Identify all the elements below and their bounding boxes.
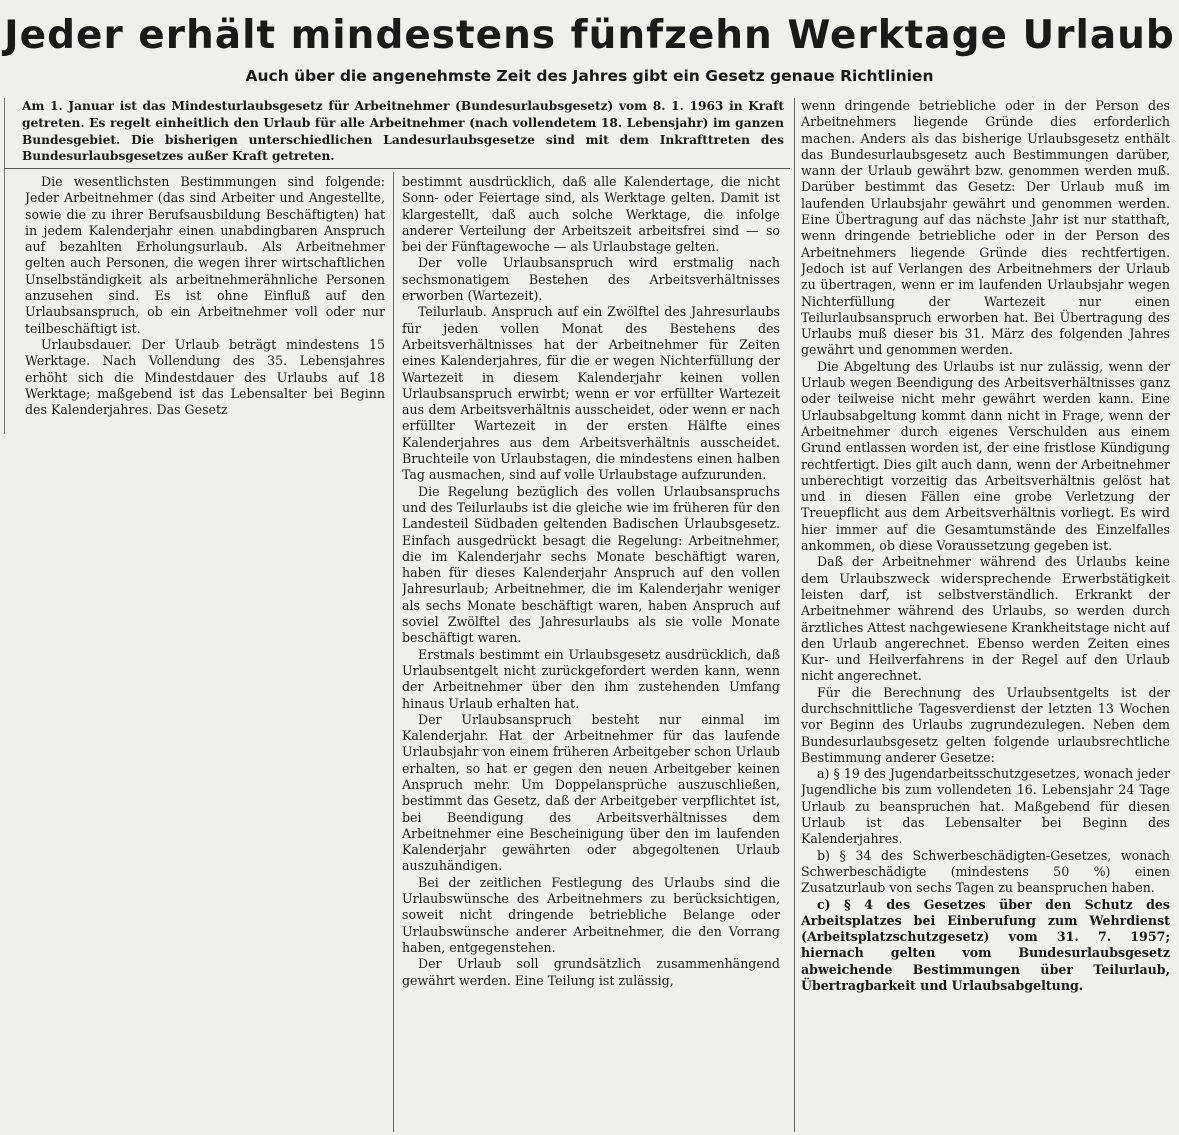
paragraph: Der volle Urlaubsanspruch wird erstmalig nach sechsmonatigem Bestehen des Arbeitsverhältnisses erworben (Wartezeit). xyxy=(402,255,780,304)
paragraph: Daß der Arbeitnehmer während des Urlaubs keine dem Urlaubszweck widersprechende Erwerbstätigkeit leisten darf, ist selbstverständlich. Erkrankt der Arbeitnehmer während des Urlaubs, so werden durch ärztliches Attest nachgewiesene Krankheitstage nicht auf den Urlaub angerechnet. Ebenso werden Zeiten eines Kur- und Heilverfahrens in der Regel auf den Urlaub nicht angerechnet. xyxy=(801,554,1170,684)
paragraph: Die wesentlichsten Bestimmungen sind folgende: Jeder Arbeitnehmer (das sind Arbeiter und Angestellte, sowie die zu ihrer Berufsausbildung Beschäftigten) hat in jedem Kalenderjahr einen unabdingbaren Anspruch auf bezahlten Erholungsurlaub. Als Arbeitnehmer gelten auch Personen, die wegen ihrer wirtschaftlichen Unselbständigkeit als arbeitnehmerähnliche Personen anzusehen sind. Es ist ohne Einfluß auf den Urlaubsanspruch, ob ein Arbeitnehmer voll oder nur teilbeschäftigt ist. xyxy=(25,174,385,336)
paragraph: Urlaubsdauer. Der Urlaub beträgt mindestens 15 Werktage. Nach Vollendung des 35. Lebensjahres erhöht sich die Mindestdauer des Urlaubs auf 18 Werktage; maßgebend ist das Lebensalter bei Beginn des Kalenderjahres. Das Gesetz xyxy=(25,336,385,418)
article-column-3 xyxy=(801,98,1170,1108)
paragraph: Für die Berechnung des Urlaubsentgelts ist der durchschnittliche Tagesverdienst der letzten 13 Wochen vor Beginn des Urlaubs zugrundezulegen. Neben dem Bundesurlaubsgesetz gelten folgende urlaubsrechtliche Bestimmung anderer Gesetze: xyxy=(801,684,1170,765)
paragraph: wenn dringende betriebliche oder in der Person des Arbeitnehmers liegende Gründe dies erforderlich machen. Anders als das bisherige Urlaubsgesetz enthält das Bundesurlaubsgesetz auch Bestimmungen darüber, wann der Urlaub gewährt bzw. genommen werden muß. Darüber bestimmt das Gesetz: Der Urlaub muß im laufenden Urlaubsjahr gewährt und genommen werden. Eine Übertragung auf das nächste Jahr ist nur statthaft, wenn dringende betriebliche oder in der Person des Arbeitnehmers liegende Gründe dies rechtfertigen. Jedoch ist auf Verlangen des Arbeitnehmers der Urlaub zu übertragen, wenn er im laufenden Urlaubsjahr wegen Nichterfüllung der Wartezeit nur einen Teilurlaubsanspruch erworben hat. Bei Übertragung des Urlaubs muß dieser bis 31. März des folgenden Jahres gewährt und genommen werden. xyxy=(801,98,1170,358)
paragraph: c) § 4 des Gesetzes über den Schutz des Arbeitsplatzes bei Einberufung zum Wehrdienst (Arbeitsplatzschutzgesetz) vom 31. 7. 1957; hiernach gelten vom Bundesurlaubsgesetz abweichende Bestimmungen über Teilurlaub, Übertragbarkeit und Urlaubsabgeltung. xyxy=(801,896,1170,994)
paragraph: Bei der zeitlichen Festlegung des Urlaubs sind die Urlaubswünsche des Arbeitnehmers zu berücksichtigen, soweit nicht dringende betriebliche Belange oder Urlaubswünsche anderer Arbeitnehmer, die den Vorrang haben, entgegenstehen. xyxy=(402,874,780,955)
paragraph: a) § 19 des Jugendarbeitsschutzgesetzes, wonach jeder Jugendliche bis zum vollendeten 16. Lebensjahr 24 Tage Urlaub zu beanspruchen hat. Maßgebend für diesen Urlaub ist das Lebensalter bei Beginn des Kalenderjahres. xyxy=(801,766,1170,847)
paragraph: b) § 34 des Schwerbeschädigten-Gesetzes, wonach Schwerbeschädigte (mindestens 50 %) einen Zusatzurlaub von sechs Tagen zu beanspruchen haben. xyxy=(801,847,1170,896)
paragraph: Der Urlaub soll grundsätzlich zusammenhängend gewährt werden. Eine Teilung ist zulässig, xyxy=(402,956,780,988)
column-rule-2 xyxy=(794,98,795,1132)
paragraph: bestimmt ausdrücklich, daß alle Kalendertage, die nicht Sonn- oder Feiertage sind, als Werktage gelten. Damit ist klargestellt, daß auch solche Werktage, die infolge anderer Verteilung der Arbeitszeit arbeitsfrei sind — so bei der Fünftagewoche — als Urlaubstage gelten. xyxy=(402,174,780,255)
column-rule-1 xyxy=(393,172,394,1132)
paragraph: Der Urlaubsanspruch besteht nur einmal im Kalenderjahr. Hat der Arbeitnehmer für das laufende Urlaubsjahr von einem früheren Arbeitgeber schon Urlaub erhalten, so hat er gegen den neuen Arbeitgeber keinen Anspruch mehr. Um Doppelansprüche auszuschließen, bestimmt das Gesetz, daß der Arbeitgeber verpflichtet ist, bei Beendigung des Arbeitsverhältnisses dem Arbeitnehmer eine Bescheinigung über den im laufenden Kalenderjahr gewährten oder abgegoltenen Urlaub auszuhändigen. xyxy=(402,711,780,874)
headline: Jeder erhält mindestens fünfzehn Werktage Urlaub xyxy=(4,13,1175,58)
paragraph: Die Regelung bezüglich des vollen Urlaubsanspruchs und des Teilurlaubs ist die gleiche wie im früheren für den Landesteil Südbaden geltenden Badischen Urlaubsgesetz. Einfach ausgedrückt besagt die Regelung: Arbeitnehmer, die im Kalenderjahr sechs Monate beschäftigt waren, haben für dieses Kalenderjahr Anspruch auf den vollen Jahresurlaub; Arbeitnehmer, die im Kalenderjahr weniger als sechs Monate beschäftigt waren, haben Anspruch auf soviel Zwölftel des Jahresurlaubs als sie volle Monate beschäftigt waren. xyxy=(402,483,780,646)
article-column-2 xyxy=(402,174,780,1134)
paragraph: Die Abgeltung des Urlaubs ist nur zulässig, wenn der Urlaub wegen Beendigung des Arbeitsverhältnisses ganz oder teilweise nicht mehr gewährt werden kann. Eine Urlaubsabgeltung kommt dann nicht in Frage, wenn der Arbeitnehmer durch eigenes Verschulden aus einem Grund entlassen worden ist, der eine fristlose Kündigung rechtfertigt. Dies gilt auch dann, wenn der Arbeitnehmer unberechtigt vorzeitig das Arbeitsverhältnis gelöst hat und in diesen Fällen eine grobe Verletzung der Treuepflicht aus dem Arbeitsverhältnis vorliegt. Es wird hier immer auf die Gesamtumstände des Einzelfalles ankommen, ob diese Voraussetzung gegeben ist. xyxy=(801,358,1170,554)
column-rule-left xyxy=(4,98,5,434)
paragraph: Teilurlaub. Anspruch auf ein Zwölftel des Jahresurlaubs für jeden vollen Monat des Bestehens des Arbeitsverhältnisses hat der Arbeitnehmer für Zeiten eines Kalenderjahres, für die er wegen Nichterfüllung der Wartezeit in diesem Kalenderjahr keinen vollen Urlaubsanspruch erwirbt; wenn er vor erfüllter Wartezeit aus dem Arbeitsverhältnis ausscheidet, oder wenn er nach erfüllter Wartezeit in der ersten Hälfte eines Kalenderjahres aus dem Arbeitsverhältnis ausscheidet. Bruchteile von Urlaubstagen, die mindestens einen halben Tag ausmachen, sind auf volle Urlaubstage aufzurunden. xyxy=(402,304,780,483)
subheadline: Auch über die angenehmste Zeit des Jahres gibt ein Gesetz genaue Richtlinien xyxy=(245,67,934,85)
article-column-1 xyxy=(25,174,385,436)
lead-divider xyxy=(4,168,790,169)
lead-paragraph: Am 1. Januar ist das Mindesturlaubsgesetz für Arbeitnehmer (Bundesurlaubsgesetz) vom 8. 1. 1963 in Kraft getreten. Es regelt einheitlich den Urlaub für alle Arbeitnehmer (nach vollendetem 18. Lebensjahr) im ganzen Bundesgebiet. Die bisherigen unterschiedlichen Landesurlaubsgesetze sind mit dem Inkrafttreten des Bundesurlaubsgesetzes außer Kraft getreten. xyxy=(22,99,784,164)
paragraph: Erstmals bestimmt ein Urlaubsgesetz ausdrücklich, daß Urlaubsentgelt nicht zurückgefordert werden kann, wenn der Arbeitnehmer über den ihm zustehenden Umfang hinaus Urlaub erhalten hat. xyxy=(402,646,780,711)
